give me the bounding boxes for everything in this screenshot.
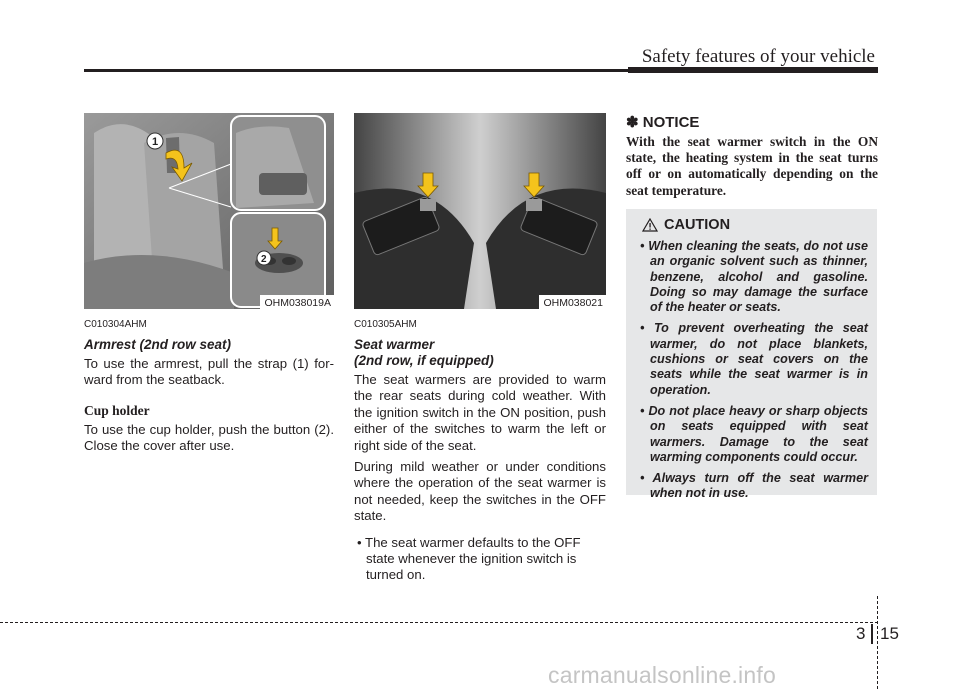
caution-item: • When cleaning the seats, do not use an organic solvent such as thinner, benzene, alcohol and gasoline. Doing so may damage the surface of the heater or seats. — [640, 239, 868, 315]
watermark: carmanualsonline.info — [548, 662, 776, 688]
armrest-photo — [84, 113, 334, 309]
warning-triangle-icon — [642, 218, 658, 232]
seat-warmer-photo — [354, 113, 606, 309]
armrest-column — [84, 113, 334, 455]
switch-illustration — [354, 113, 606, 309]
caution-item: • Always turn off the seat warmer when not in use. — [640, 471, 868, 501]
caution-item: • Do not place heavy or sharp objects on seats equipped with seat warmers. Damage to the seat warming components could occur. — [640, 403, 868, 464]
notice-column — [626, 113, 878, 199]
page-header-title: Safety features of your vehicle — [641, 46, 875, 67]
footer-rule — [0, 622, 878, 623]
cup-holder-heading: Cup holder — [84, 402, 150, 418]
notice-text: With the seat warmer switch in the ON state, the heating system in the seat turns off or on automatically depending on the seat temperature. — [626, 134, 878, 198]
header-rule-accent — [628, 67, 878, 73]
cup-holder-paragraph: To use the cup holder, push the button (2). Close the cover after use. — [84, 421, 334, 454]
section-code: C010305AHM — [354, 319, 417, 330]
figure-code: OHM038021 — [539, 295, 606, 309]
caution-title: CAUTION — [664, 217, 731, 233]
footer-crop-line — [877, 596, 878, 689]
seat-warmer-column — [354, 113, 606, 584]
caution-box — [626, 209, 877, 501]
seat-warmer-paragraph-2: During mild weather or under conditions where the operation of the seat warmer is not needed, keep the switches in the OFF state. — [354, 459, 606, 524]
section-number: 3 — [856, 624, 866, 643]
section-heading — [354, 337, 606, 369]
callout-1: 1 — [152, 136, 159, 148]
callout-2: 2 — [261, 254, 267, 265]
rear-seat-illustration — [84, 113, 334, 309]
caution-item: • To prevent overheating the seat warmer, do not place blankets, cushions or seat covers on the seats while the seat warmer is in operation. — [640, 321, 868, 397]
heading-line-2: (2nd row, if equipped) — [354, 353, 494, 368]
caution-header — [642, 217, 868, 233]
notice-title: ✽ NOTICE — [626, 114, 700, 131]
section-heading: Armrest (2nd row seat) — [84, 337, 232, 352]
page-separator — [871, 624, 873, 644]
page-number: 15 — [880, 624, 899, 643]
seat-warmer-bullet: • The seat warmer defaults to the OFF state whenever the ignition switch is turned on. — [357, 534, 581, 583]
seat-warmer-paragraph-1: The seat warmers are provided to warm the rear seats during cold weather. With the ignition switch in the ON position, push either of the switches to warm the left or right side of the seat. — [354, 372, 606, 453]
armrest-paragraph: To use the armrest, pull the strap (1) for-ward from the seatback. — [84, 356, 334, 388]
figure-code: OHM038019A — [260, 295, 334, 309]
heading-line-1: Seat warmer — [354, 337, 435, 352]
section-code: C010304AHM — [84, 319, 147, 330]
